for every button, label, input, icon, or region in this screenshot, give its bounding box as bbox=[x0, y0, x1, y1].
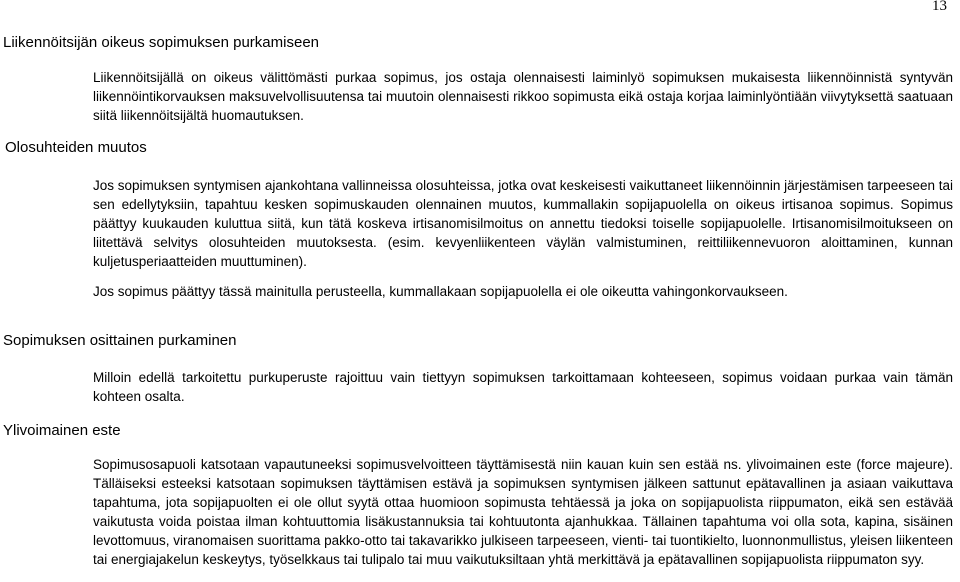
paragraph-no-damages-text: Jos sopimus päättyy tässä mainitulla perusteella, kummallakaan sopijapuolella ei ole oikeutta vahingonkorvaukseen. bbox=[93, 284, 788, 299]
heading-force-majeure: Ylivoimainen este bbox=[3, 422, 121, 439]
paragraph-force-majeure-text: Sopimusosapuoli katsotaan vapautuneeksi sopimusvelvoitteen täyttämisestä niin kauan kuin sen estää ns. ylivoimainen este (force majeure). Tälläiseksi esteeksi katsotaan sopimuksen täyttämisen estävä ja sopimuksen syntymisen jälkeen sattunut epätavallinen ja asiaan vaikuttava tapahtuma, jota sopijapuolten ei ole ollut syytä ottaa huomioon sopimusta tehtäessä ja joka on sopijapuolista riippumaton, eikä sen estävää vaikutusta voida poistaa ilman kohtuuttomia lisäkustannuksia tai kohtuutonta ajanhukkaa. Tällainen tapahtuma voi olla sota, kapina, sisäinen levottomuus, viranomaisen suorittama pakko-otto tai takavarikko julkiseen tarpeeseen, vienti- tai tuontikielto, luonnonmullistus, yleisen liikenteen tai energiajakelun keskeytys, työselkkaus tai tulipalo tai muu vaikutuksiltaan yhtä merkittävä ja epätavallinen sopijapuolista riippumaton syy. bbox=[93, 457, 953, 567]
paragraph-termination-right bbox=[93, 68, 953, 125]
paragraph-partial-termination-text: Milloin edellä tarkoitettu purkuperuste rajoittuu vain tiettyyn sopimuksen tarkoittamaan kohteeseen, sopimus voidaan purkaa vain tämän kohteen osalta. bbox=[93, 370, 953, 404]
heading-partial-termination: Sopimuksen osittainen purkaminen bbox=[3, 332, 237, 349]
paragraph-force-majeure bbox=[93, 455, 953, 569]
heading-change-of-circumstances: Olosuhteiden muutos bbox=[5, 139, 147, 156]
paragraph-termination-right-text: Liikennöitsijällä on oikeus välittömästi purkaa sopimus, jos ostaja olennaisesti laiminlyö sopimuksen mukaisesta liikennöinnistä syntyvän liikennöintikorvauksen maksuvelvollisuutensa tai muutoin olennaisesti rikkoo sopimusta eikä ostaja korjaa laiminlyöntiään viivytyksettä saatuaan siitä liikennöitsijältä huomautuksen. bbox=[93, 70, 953, 123]
page-number: 13 bbox=[932, 0, 947, 14]
paragraph-partial-termination bbox=[93, 368, 953, 406]
paragraph-change-of-circumstances-text: Jos sopimuksen syntymisen ajankohtana vallinneissa olosuhteissa, jotka ovat keskeisesti vaikuttaneet liikennöinnin järjestämisen tarpeeseen tai sen edellytyksiin, tapahtuu kesken sopimuskauden olennainen muutos, kummallakin sopijapuolella on oikeus irtisanoa sopimus. Sopimus päättyy kuukauden kuluttua siitä, kun tätä koskeva irtisanomisilmoitus on annettu tiedoksi toiselle sopijapuolelle. Irtisanomisilmoitukseen on liitettävä selvitys olosuhteiden muutoksesta. (esim. kevyenliikenteen väylän valmistuminen, reittiliikennevuoron aloittaminen, kunnan kuljetusperiaatteiden muuttuminen). bbox=[93, 178, 953, 269]
paragraph-change-of-circumstances bbox=[93, 176, 953, 271]
heading-termination-right: Liikennöitsijän oikeus sopimuksen purkamiseen bbox=[3, 34, 320, 51]
paragraph-no-damages bbox=[93, 282, 788, 301]
